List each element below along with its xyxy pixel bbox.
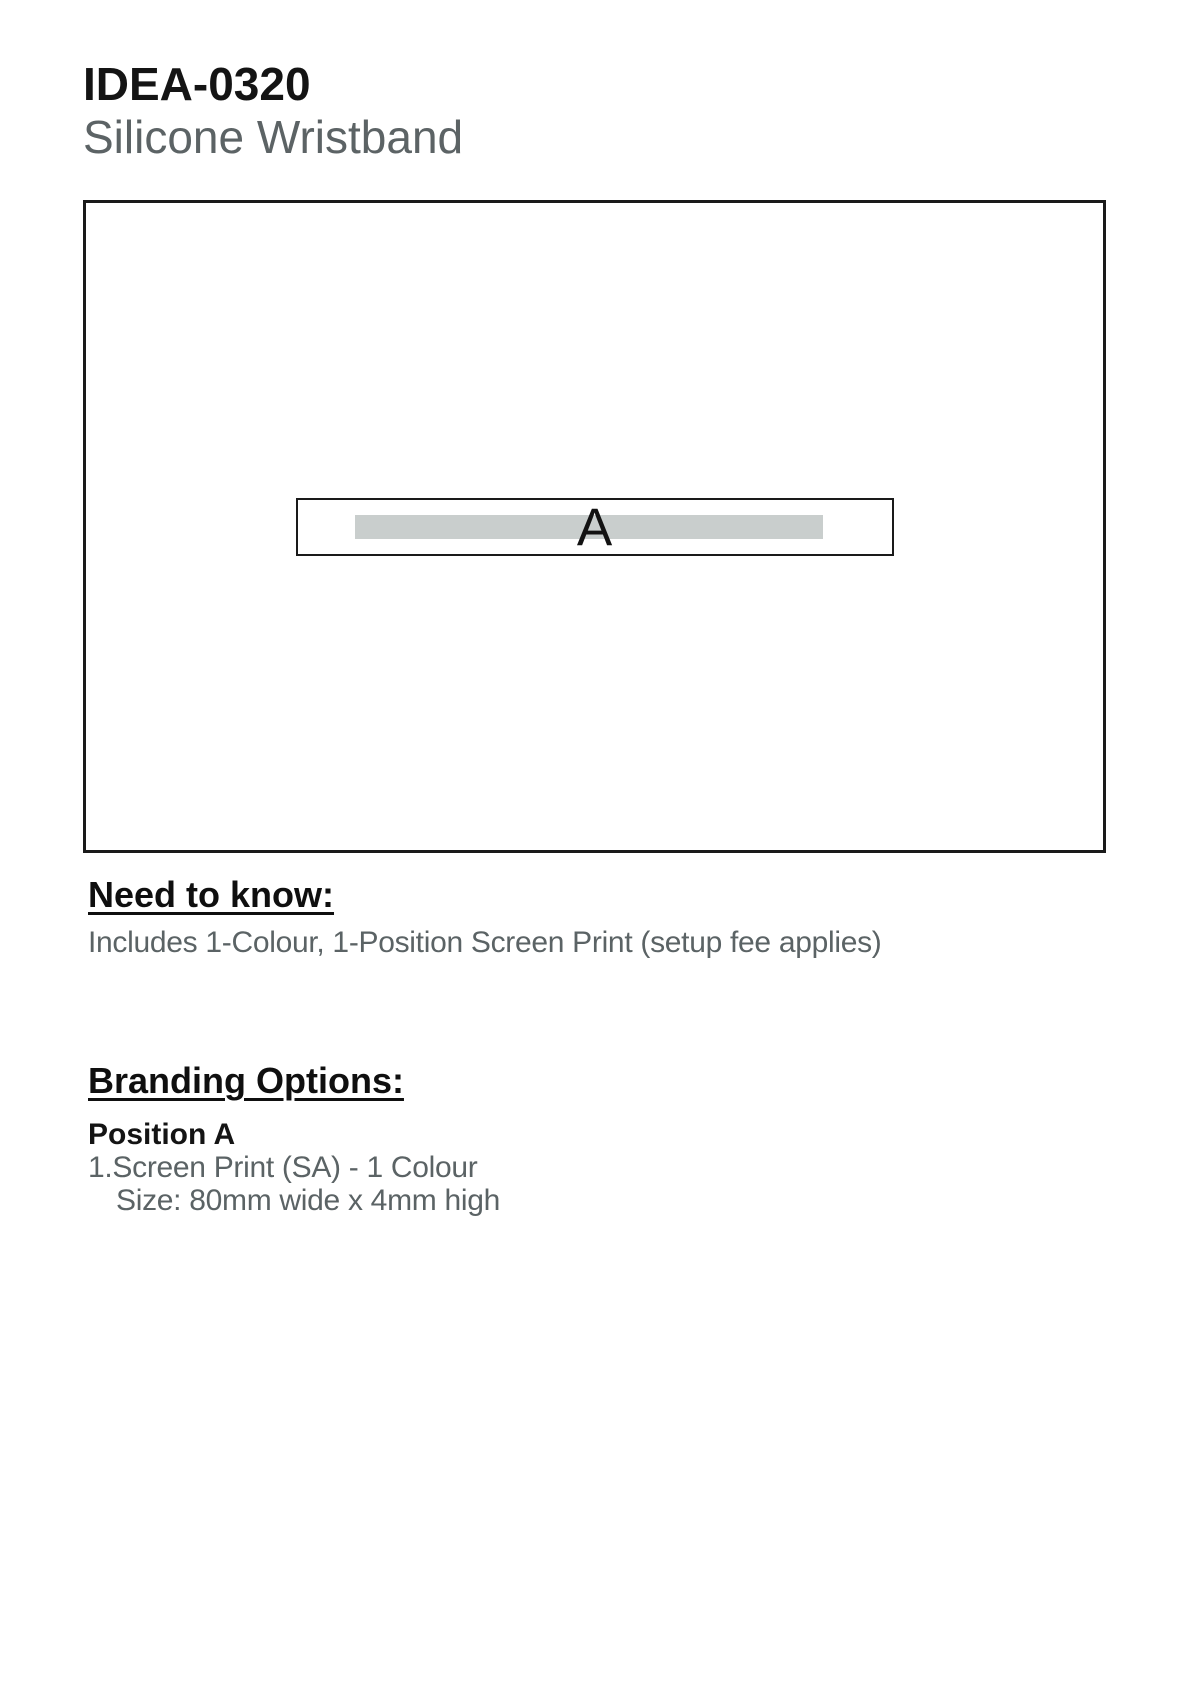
branding-options-heading: Branding Options: bbox=[88, 1060, 404, 1101]
product-preview-box bbox=[83, 200, 1106, 853]
product-code-title: IDEA-0320 bbox=[83, 58, 311, 110]
branding-size-line: Size: 80mm wide x 4mm high bbox=[116, 1184, 501, 1217]
position-a-title: Position A bbox=[88, 1118, 236, 1151]
need-to-know-heading: Need to know: bbox=[88, 874, 335, 915]
branding-position-box bbox=[296, 498, 894, 556]
position-letter: A bbox=[576, 497, 613, 557]
product-name-subtitle: Silicone Wristband bbox=[83, 111, 464, 163]
branding-option-line: 1.Screen Print (SA) - 1 Colour bbox=[88, 1151, 478, 1184]
need-to-know-body: Includes 1-Colour, 1-Position Screen Print (setup fee applies) bbox=[88, 926, 882, 959]
